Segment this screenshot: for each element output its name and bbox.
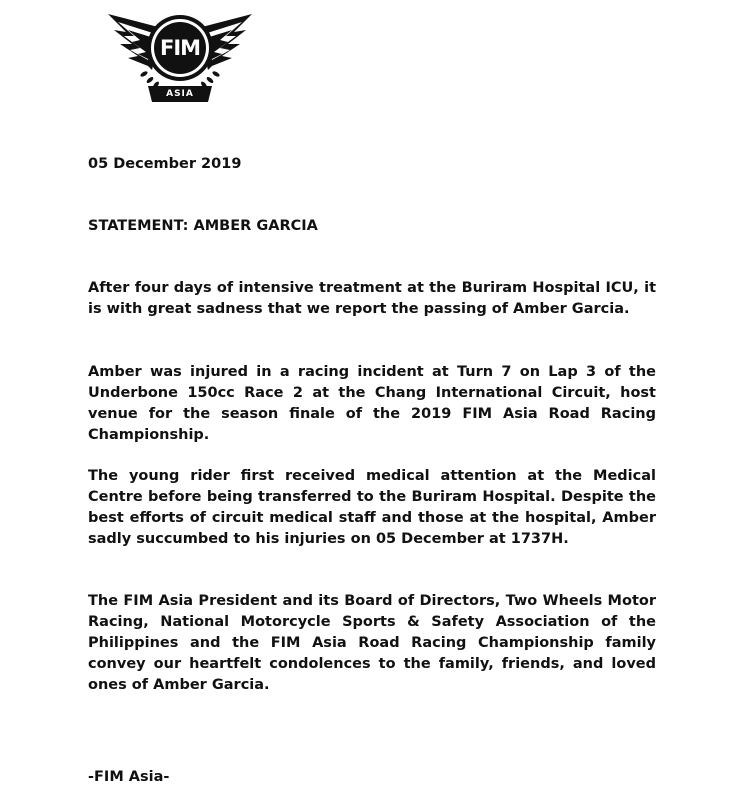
paragraph-3: The young rider first received medical attention at the Medical Centre before being transferred to the Buriram Hospital. Despite the best efforts of circuit medical staff and those at the hospital, Amber sadly succumbed to his injuries on 05 December at 1737H. xyxy=(88,468,656,547)
fim-asia-logo xyxy=(104,4,256,106)
statement-heading: STATEMENT: AMBER GARCIA xyxy=(88,218,318,234)
signature: -FIM Asia- xyxy=(88,769,170,785)
logo-region-text: ASIA xyxy=(166,89,194,99)
paragraph-4: The FIM Asia President and its Board of Directors, Two Wheels Motor Racing, National Motorcycle Sports & Safety Association of the Philippines and the FIM Asia Road Racing Championship family convey our heartfelt condolences to the family, friends, and loved ones of Amber Garcia. xyxy=(88,593,656,693)
paragraph-2: Amber was injured in a racing incident at Turn 7 on Lap 3 of the Underbone 150cc Race 2 at the Chang International Circuit, host venue for the season finale of the 2019 FIM Asia Road Racing Championship. xyxy=(88,364,656,443)
paragraph-1: After four days of intensive treatment at the Buriram Hospital ICU, it is with great sadness that we report the passing of Amber Garcia. xyxy=(88,280,656,317)
logo-brand-text: FIM xyxy=(159,36,201,60)
statement-date: 05 December 2019 xyxy=(88,156,242,172)
